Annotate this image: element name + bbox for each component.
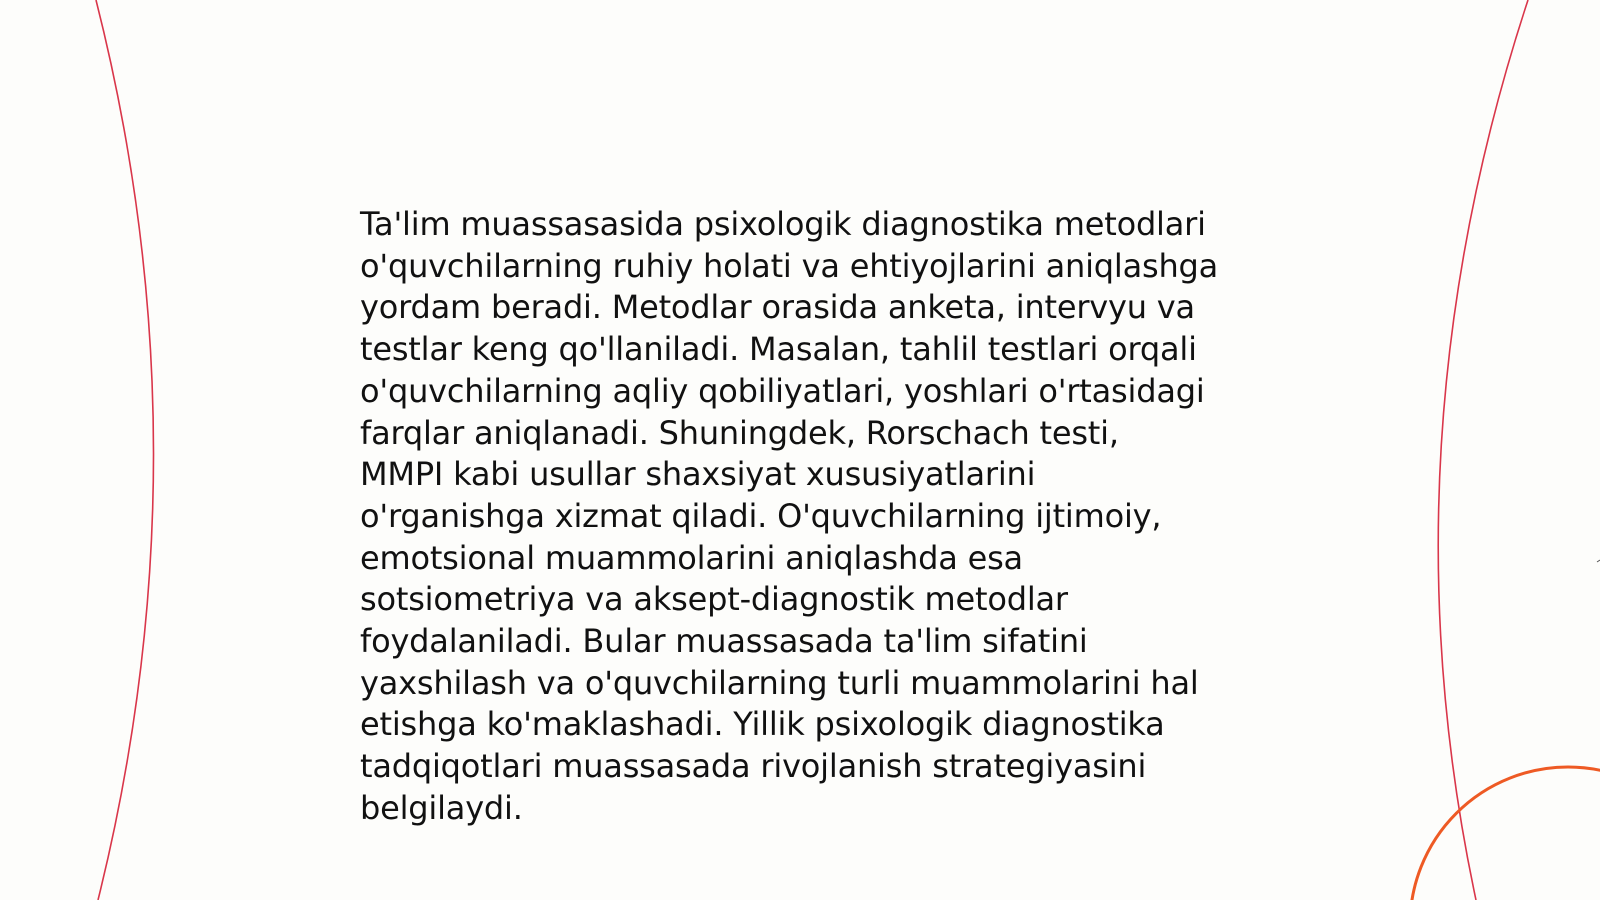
left-curve	[96, 0, 154, 900]
body-paragraph: Ta'lim muassasasida psixologik diagnostika metodlari o'quvchilarning ruhiy holati va ehtiyojlarini aniqlashga yordam beradi. Metodlar orasida anketa, intervyu va testlar keng qo'llaniladi. Masalan, tahlil testlari orqali o'quvchilarning aqliy qobiliyatlari, yoshlari o'rtasidagi farqlar aniqlanadi. Shuningdek, Rorschach testi, MMPI kabi usullar shaxsiyat xususiyatlarini o'rganishga xizmat qiladi. O'quvchilarning ijtimoiy, emotsional muammolarini aniqlashda esa sotsiometriya va aksept-diagnostik metodlar foydalaniladi. Bular muassasada ta'lim sifatini yaxshilash va o'quvchilarning turli muammolarini hal etishga ko'maklashadi. Yillik psixologik diagnostika tadqiqotlari muassasada rivojlanish strategiyasini belgilaydi.	[360, 205, 1219, 827]
accent-arc	[1410, 767, 1600, 900]
right-curve	[1438, 0, 1528, 900]
